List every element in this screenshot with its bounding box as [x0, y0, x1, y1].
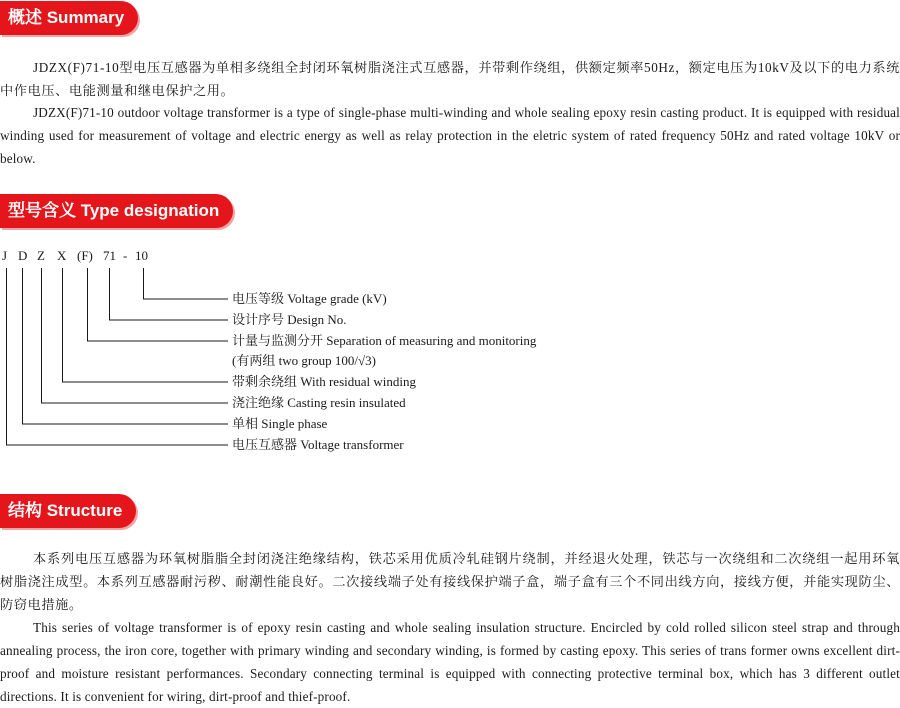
label-two-group: (有两组 two group 100/√3)	[232, 353, 376, 368]
label-design-no: 设计序号 Design No.	[232, 312, 347, 327]
structure-chinese-paragraph: 本系列电压互感器为环氧树脂脂全封闭浇注绝缘结构，铁芯采用优质冷轧硅钢片绕制，并经退火处理，铁芯与一次绕组和二次绕组一起用环氧树脂浇注成型。本系列互感器耐污秽、耐潮性能良好。二次接线端子处有接线保护端子盒，端子盒有三个不同出线方向，接线方便，并能实现防尘、防窃电措施。	[0, 551, 900, 612]
label-casting-resin: 浇注绝缘 Casting resin insulated	[232, 395, 406, 410]
connector-voltage-transformer	[7, 268, 229, 445]
label-single-phase: 单相 Single phase	[232, 416, 328, 431]
label-residual-winding: 带剩余绕组 With residual winding	[232, 374, 416, 389]
label-voltage-grade: 电压等级 Voltage grade (kV)	[232, 291, 387, 306]
code-letter-j: J	[2, 248, 8, 263]
connector-voltage-grade	[144, 268, 229, 299]
label-separation: 计量与监测分开 Separation of measuring and monitoring	[232, 333, 537, 348]
label-voltage-transformer: 电压互感器 Voltage transformer	[232, 437, 404, 452]
connector-separation	[88, 268, 229, 341]
connector-casting-resin	[42, 268, 229, 403]
designation-heading: 型号含义 Type designation	[0, 194, 233, 228]
structure-english-paragraph: This series of voltage transformer is of epoxy resin casting and whole sealing insulation structure. Encircled by cold rolled silicon steel strap and through annealing process, the iron core, together with primary winding and secondary winding, is formed by casting epoxy. This series of trans former owns excellent dirt-proof and moisture resistant performances. Secondary connecting terminal is equipped with connecting protective terminal box, which has 3 different outlet directions. It is convenient for wiring, dirt-proof and thief-proof.	[0, 620, 900, 704]
code-design-no: 71	[103, 248, 116, 263]
summary-chinese-paragraph: JDZX(F)71-10型电压互感器为单相多绕组全封闭环氧树脂浇注式互感器，并带剩作绕组，供额定频率50Hz，额定电压为10kV及以下的电力系统中作电压、电能测量和继电保护之用。	[0, 60, 900, 98]
code-letter-x: X	[57, 248, 67, 263]
code-letter-f: (F)	[77, 248, 93, 263]
summary-heading: 概述 Summary	[0, 1, 138, 35]
code-letter-z: Z	[37, 248, 45, 263]
code-dash: -	[123, 248, 128, 263]
connector-single-phase	[23, 268, 229, 424]
summary-english-paragraph: JDZX(F)71-10 outdoor voltage transformer is a type of single-phase multi-winding and whole sealing epoxy resin casting product. It is equipped with residual winding used for measurement of voltage and electric energy as well as relay protection in the eletric system of rated frequency 50Hz and rated voltage 10kV or below.	[0, 105, 900, 166]
code-voltage: 10	[135, 248, 148, 263]
structure-heading: 结构 Structure	[0, 494, 136, 528]
code-letter-d: D	[18, 248, 28, 263]
connector-design-no	[110, 268, 229, 320]
